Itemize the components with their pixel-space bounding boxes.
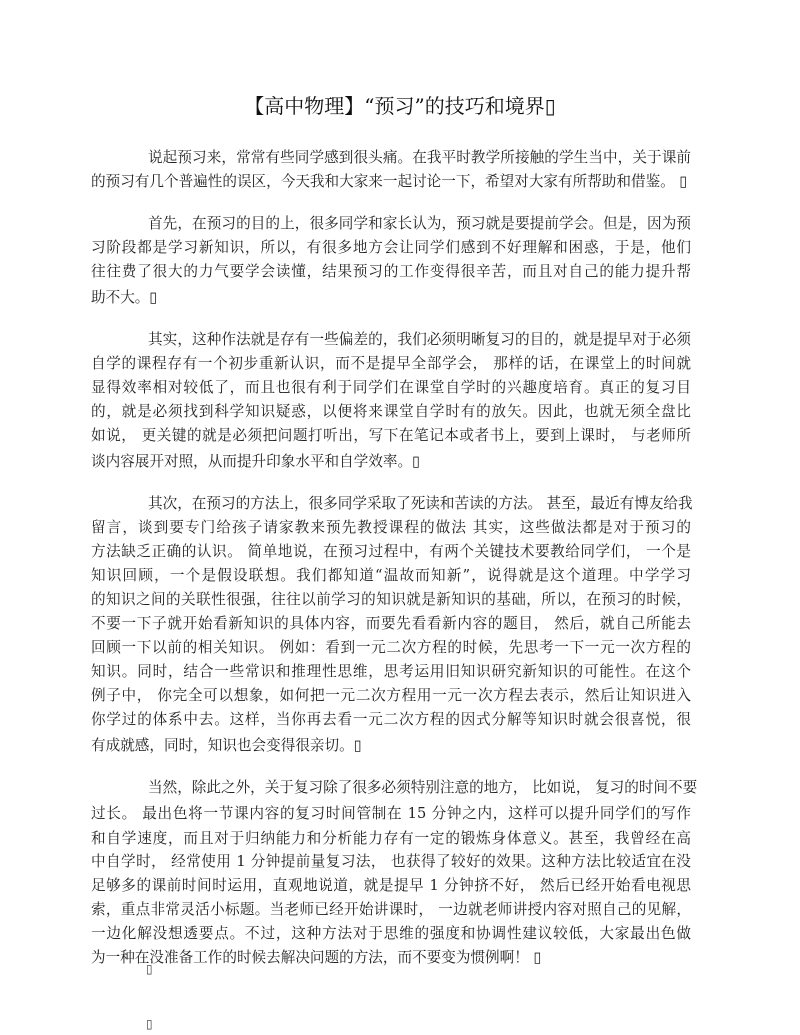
paragraph-5-line: 一边化解没想透要点。不过，这种方法对于思维的强度和协调性建议较低，大家最出色做: [91, 925, 691, 942]
paragraph-1-line: 说起预习来，常常有些同学感到很头痛。在我平时教学所接触的学生当中，关于课前: [148, 149, 691, 166]
paragraph-3-line: 显得效率相对较低了，而且也很有利于同学们在课堂自学时的兴趣度培育。真正的复习目: [91, 379, 691, 396]
paragraph-5-line: 为一种在没准备工作的时候去解决问题的方法，而不要变为惯例啊！ ▯: [91, 949, 542, 966]
paragraph-3-line: 如说， 更关键的就是必须把问题打听出，写下在笔记本或者书上，要到上课时， 与老师所: [91, 427, 691, 444]
paragraph-4-line: 你学过的体系中去。这样，当你再去看一元二次方程的因式分解等知识时就会很喜悦，很: [91, 711, 691, 728]
paragraph-3-line: 的，就是必须找到科学知识疑惑，以便将来课堂自学时有的放矢。因此，也就无须全盘比: [91, 403, 691, 420]
paragraph-2-line: 首先，在预习的目的上，很多同学和家长认为，预习就是要提前学会。但是，因为预: [148, 215, 691, 232]
paragraph-5-line: 中自学时， 经常使用 1 分钟提前量复习法， 也获得了较好的效果。这种方法比较适宜在没: [91, 853, 691, 870]
paragraph-5-line: 和自学速度，而且对于归纳能力和分析能力存有一定的锻炼身体意义。甚至，我曾经在高: [91, 830, 691, 847]
paragraph-4-line: 知识。同时，结合一些常识和推理性思维，思考运用旧知识研究新知识的可能性。在这个: [91, 663, 691, 680]
paragraph-2-line: 往往费了很大的力气要学会读懂，结果预习的工作变得很辛苦，而且对自己的能力提升帮: [91, 263, 691, 280]
paragraph-3-line: 其实，这种作法就是存有一些偏差的，我们必须明晰复习的目的，就是提早对于必须: [148, 331, 691, 348]
paragraph-mark: ▯: [146, 1017, 153, 1031]
paragraph-5-line: 过长。 最出色将一节课内容的复习时间管制在 15 分钟之内，这样可以提升同学们的写作: [91, 805, 691, 822]
paragraph-3-line: 自学的课程存有一个初步重新认识，而不是提早全部学会， 那样的话，在课堂上的时间就: [91, 355, 691, 372]
paragraph-5-line: 当然，除此之外，关于复习除了很多必须特别注意的地方， 比如说， 复习的时间不要: [148, 779, 698, 796]
paragraph-3-line: 谈内容展开对照，从而提升印象水平和自学效率。▯: [91, 453, 421, 470]
paragraph-4-line: 不要一下子就开始看新知识的具体内容，而要先看看新内容的题目， 然后，就自己所能去: [91, 615, 691, 632]
paragraph-4-line: 知识回顾，一个是假设联想。我们都知道“温故而知新”，说得就是这个道理。中学学习: [91, 567, 691, 584]
document-title: 【高中物理】“预习”的技巧和境界▯: [244, 94, 556, 118]
paragraph-mark: ▯: [146, 962, 153, 976]
paragraph-4-line: 的知识之间的关联性很强，往往以前学习的知识就是新知识的基础，所以，在预习的时候，: [91, 591, 691, 608]
paragraph-4-line: 留言，谈到要专门给孩子请家教来预先教授课程的做法 其实，这些做法都是对于预习的: [91, 519, 691, 536]
paragraph-4-line: 其次，在预习的方法上，很多同学采取了死读和苦读的方法。 甚至，最近有博友给我: [148, 495, 693, 512]
paragraph-4-line: 有成就感，同时，知识也会变得很亲切。▯: [91, 737, 362, 754]
paragraph-4-line: 回顾一下以前的相关知识。 例如：看到一元二次方程的时候，先思考一下一元一次方程的: [91, 639, 691, 656]
paragraph-5-line: 足够多的课前时间时运用，直观地说道，就是提早 1 分钟挤不好， 然后已经开始看电视思: [91, 877, 691, 894]
paragraph-5-line: 索，重点非常灵活小标题。当老师已经开始讲课时， 一边就老师讲授内容对照自己的见解，: [91, 901, 691, 918]
paragraph-4-line: 例子中， 你完全可以想象，如何把一元二次方程用一元一次方程去表示，然后让知识进入: [91, 687, 691, 704]
paragraph-2-line: 助不大。▯: [91, 289, 158, 306]
paragraph-1-line: 的预习有几个普遍性的误区，今天我和大家来一起讨论一下，希望对大家有所帮助和借鉴。 ▯: [91, 173, 688, 190]
paragraph-2-line: 习阶段都是学习新知识，所以，有很多地方会让同学们感到不好理解和困惑，于是，他们: [91, 239, 691, 256]
paragraph-4-line: 方法缺乏正确的认识。 简单地说，在预习过程中，有两个关键技术要教给同学们， 一个是: [91, 543, 691, 560]
